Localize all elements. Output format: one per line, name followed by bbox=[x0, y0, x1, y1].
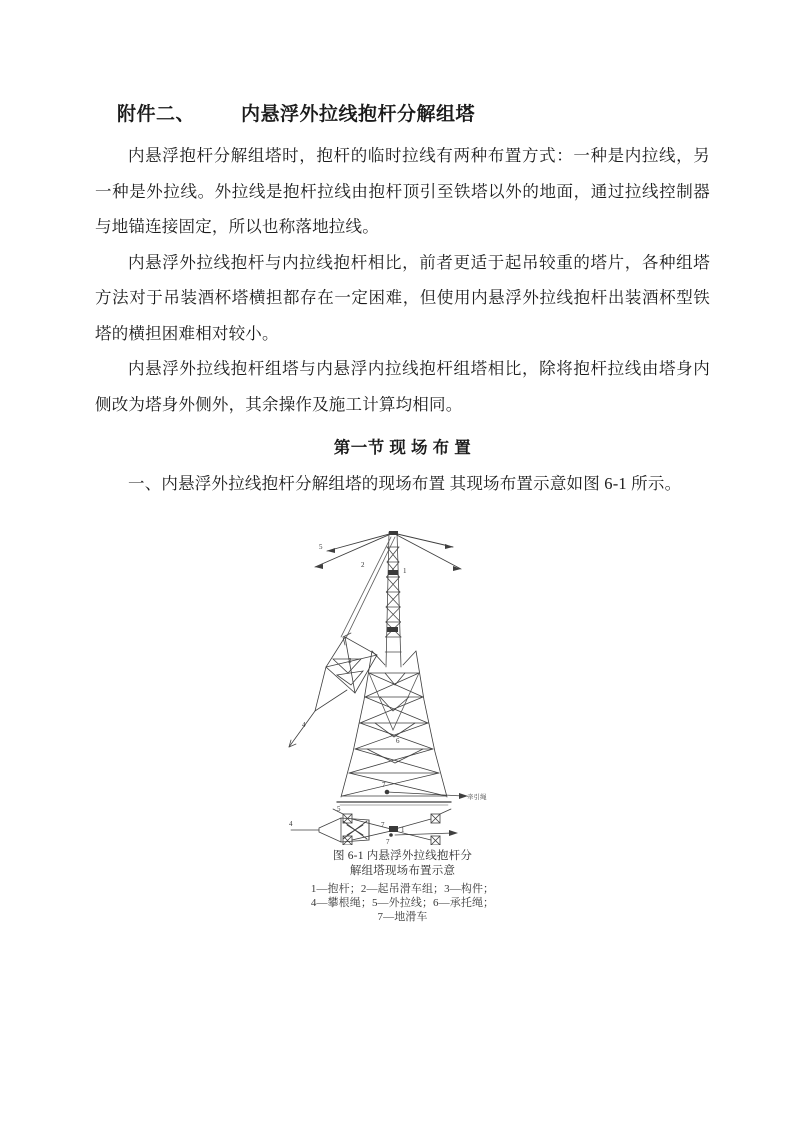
figure-legend bbox=[277, 882, 529, 924]
plan-callout-mast: 1 bbox=[400, 826, 404, 834]
figure-caption bbox=[278, 849, 528, 879]
title-main: 内悬浮外拉线抱杆分解组塔 bbox=[241, 104, 476, 125]
mast-band-2 bbox=[387, 627, 398, 632]
tower-assembly-diagram bbox=[285, 515, 521, 845]
paragraph-3: 内悬浮外拉线抱杆组塔与内悬浮内拉线抱杆组塔相比，除将抱杆拉线由塔身内侧改为塔身外侧外，其余操作及施工计算均相同。 bbox=[95, 359, 710, 414]
figure-caption-line-1: 图 6-1 内悬浮外拉线抱杆分 bbox=[332, 850, 473, 862]
paragraph-2: 内悬浮外拉线抱杆与内拉线抱杆相比，前者更适于起吊较重的塔片，各种组塔方法对于吊装酒杯塔横担都存在一定困难，但使用内悬浮外拉线抱杆出装酒杯型铁塔的横担困难相对较小。 bbox=[95, 252, 710, 343]
plan-callout-outer-guy: 5 bbox=[336, 805, 340, 813]
figure-caption-line-2: 解组塔现场布置示意 bbox=[349, 865, 456, 877]
page-title bbox=[95, 98, 710, 132]
plan-mast-foot bbox=[389, 826, 398, 832]
figure-legend-line-1: 1—抱杆；2—起吊滑车组；3—构件； bbox=[310, 883, 495, 895]
mast-head bbox=[389, 531, 398, 535]
plan-callout-ground-block: 7 bbox=[380, 821, 384, 829]
lifted-member bbox=[315, 637, 377, 711]
callout-outer-guy: 5 bbox=[318, 543, 322, 551]
mast-band-1 bbox=[388, 570, 398, 575]
callout-mast: 1 bbox=[402, 567, 406, 575]
callout-member: 3 bbox=[347, 657, 351, 665]
figure-legend-line-2: 4—攀根绳；5—外拉线；6—承托绳； bbox=[310, 897, 495, 909]
plan-callout-climb-rope: 4 bbox=[288, 820, 292, 828]
callout-ground-block: 7 bbox=[381, 781, 385, 789]
figure-6-1 bbox=[95, 515, 710, 924]
label-hauling-rope: 牵引绳 bbox=[466, 794, 486, 801]
paragraph-1: 内悬浮抱杆分解组塔时，抱杆的临时拉线有两种布置方式：一种是内拉线，另一种是外拉线。外拉线是抱杆拉线由抱杆顶引至铁塔以外的地面，通过拉线控制器与地锚连接固定，所以也称落地拉线。 bbox=[95, 146, 710, 236]
section-heading: 第一节 现 场 布 置 bbox=[333, 438, 472, 457]
callout-hoist-tackle: 2 bbox=[360, 561, 364, 569]
figure-legend-line-3: 7—地滑车 bbox=[377, 911, 428, 923]
tower-body bbox=[341, 651, 447, 797]
document-content bbox=[95, 98, 710, 924]
title-prefix: 附件二、 bbox=[117, 104, 196, 125]
callout-support-rope: 6 bbox=[395, 737, 399, 745]
subsection-paragraph: 一、内悬浮外拉线抱杆分解组塔的现场布置 其现场布置示意如图 6-1 所示。 bbox=[128, 473, 682, 493]
callout-climb-rope: 4 bbox=[301, 721, 305, 729]
plan-callout-ground-block-2: 7 bbox=[385, 838, 389, 845]
climb-rope bbox=[289, 711, 315, 747]
plan-view bbox=[288, 809, 458, 845]
figure-illustration bbox=[285, 515, 521, 845]
